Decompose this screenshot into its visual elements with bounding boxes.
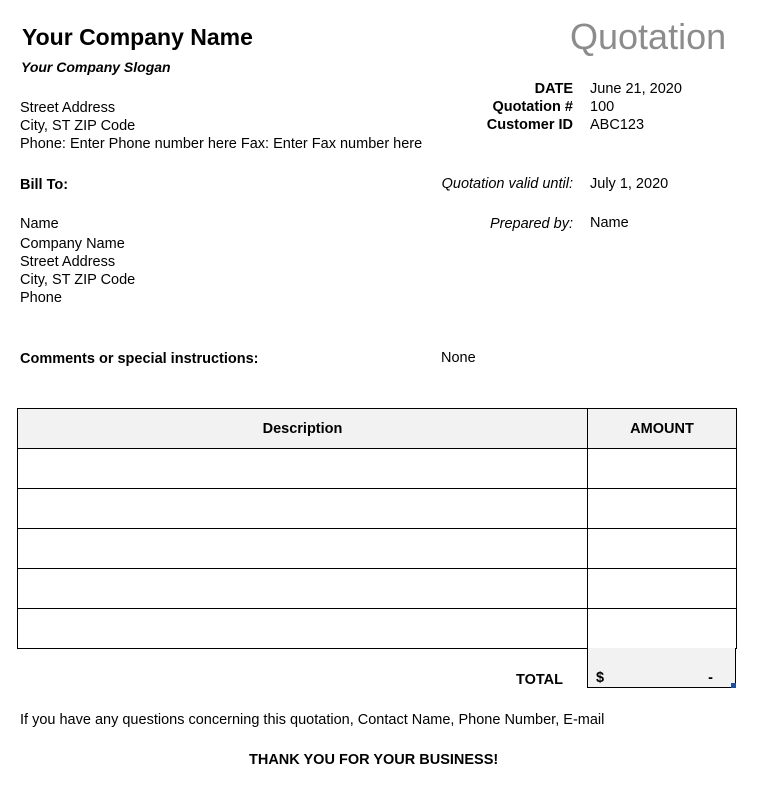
total-currency: $ (596, 670, 605, 686)
table-row (18, 609, 737, 649)
company-slogan: Your Company Slogan (21, 59, 171, 75)
total-amount-cell[interactable] (587, 648, 736, 688)
quotation-number-value: 100 (590, 99, 615, 115)
description-header: Description (18, 409, 588, 449)
amount-cell[interactable] (588, 569, 737, 609)
prepared-by-label: Prepared by: (489, 216, 573, 232)
quotation-number-label: Quotation # (492, 99, 573, 115)
amount-cell[interactable] (588, 609, 737, 649)
description-cell[interactable] (18, 609, 588, 649)
table-row (18, 489, 737, 529)
valid-until-label: Quotation valid until: (441, 176, 573, 192)
total-label: TOTAL (516, 672, 563, 688)
valid-until-value: July 1, 2020 (590, 176, 669, 192)
description-cell[interactable] (18, 489, 588, 529)
bill-to-company: Company Name (20, 236, 125, 252)
amount-cell[interactable] (588, 529, 737, 569)
bill-to-block (20, 215, 135, 307)
total-value: - (708, 670, 713, 686)
description-cell[interactable] (18, 449, 588, 489)
company-city: City, ST ZIP Code (20, 118, 136, 134)
company-address-block (20, 99, 422, 153)
description-cell[interactable] (18, 569, 588, 609)
company-name: Your Company Name (22, 24, 253, 50)
comments-label: Comments or special instructions: (20, 351, 259, 367)
contact-line: If you have any questions concerning this quotation, Contact Name, Phone Number, E-mail (20, 712, 605, 728)
table-row (18, 449, 737, 489)
table-row (18, 529, 737, 569)
bill-to-phone: Phone (20, 290, 62, 306)
bill-to-city: City, ST ZIP Code (20, 272, 136, 288)
date-label: DATE (534, 81, 573, 97)
company-phone-fax: Phone: Enter Phone number here Fax: Enter Fax number here (20, 136, 423, 152)
document-title: Quotation (570, 16, 727, 57)
comments-value[interactable]: None (441, 350, 476, 366)
company-street: Street Address (20, 100, 116, 116)
date-value: June 21, 2020 (590, 81, 682, 97)
description-cell[interactable] (18, 529, 588, 569)
line-items-table (17, 408, 737, 649)
customer-id-label: Customer ID (486, 117, 573, 133)
bill-to-street: Street Address (20, 254, 116, 270)
table-header-row (18, 409, 737, 449)
amount-cell[interactable] (588, 489, 737, 529)
thank-you-text: THANK YOU FOR YOUR BUSINESS! (249, 752, 499, 768)
table-row (18, 569, 737, 609)
fill-handle-icon[interactable] (731, 683, 736, 688)
bill-to-label: Bill To: (20, 177, 69, 193)
prepared-by-value: Name (590, 215, 629, 231)
amount-header: AMOUNT (588, 409, 737, 449)
customer-id-value: ABC123 (590, 117, 645, 133)
bill-to-name: Name (20, 216, 59, 232)
amount-cell[interactable] (588, 449, 737, 489)
